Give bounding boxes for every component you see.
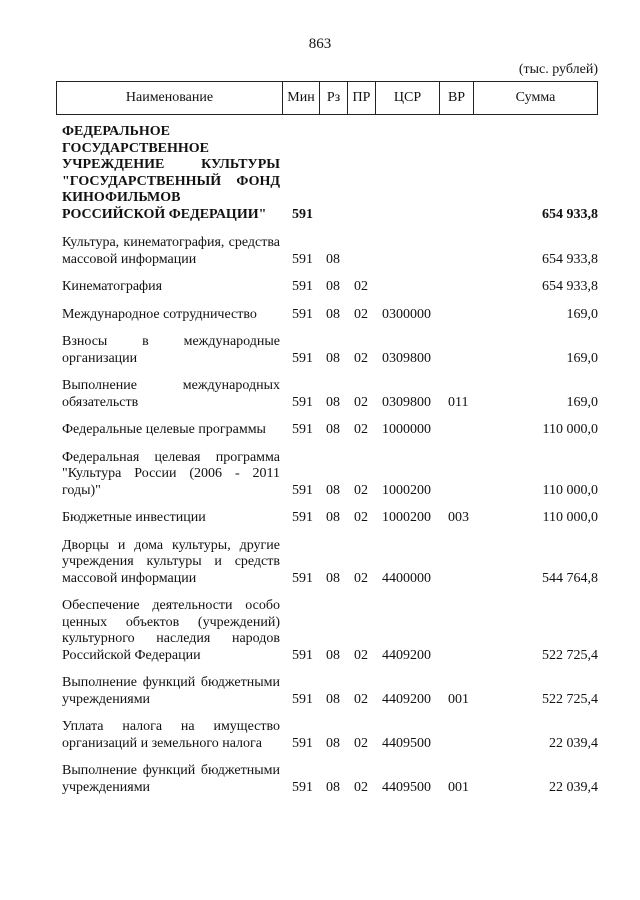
row-min: 591 (292, 482, 313, 498)
row-min: 591 (292, 279, 313, 294)
row-rz: 08 (326, 482, 340, 498)
row-min: 591 (292, 510, 313, 525)
row-min: 591 (292, 691, 313, 707)
row-name: Выполнение международных обязательств (62, 378, 280, 410)
row-rz: 08 (326, 350, 340, 366)
row-pr: 02 (354, 510, 368, 525)
row-sum: 22 039,4 (549, 779, 598, 795)
row-sum: 22 039,4 (549, 735, 598, 751)
row-min: 591 (292, 735, 313, 751)
row-csr: 1000200 (382, 510, 431, 525)
table-row (56, 675, 598, 708)
row-rz: 08 (326, 570, 340, 586)
row-rz: 08 (326, 691, 340, 707)
row-name: Дворцы и дома культуры, другие учреждения культуры и средств массовой информации (62, 537, 280, 586)
row-sum: 654 933,8 (542, 206, 598, 222)
row-csr: 4409500 (382, 735, 431, 751)
row-rz: 08 (326, 306, 340, 322)
row-min: 591 (292, 422, 313, 437)
row-pr: 02 (354, 735, 368, 751)
row-csr: 0309800 (382, 394, 431, 410)
header-vr: ВР (439, 82, 473, 114)
row-sum: 110 000,0 (542, 422, 598, 437)
units-label: (тыс. рублей) (518, 62, 598, 77)
row-rz: 08 (326, 394, 340, 410)
row-pr: 02 (354, 422, 368, 437)
row-min: 591 (292, 779, 313, 795)
row-name: Кинематография (62, 279, 163, 294)
row-sum: 654 933,8 (542, 279, 598, 294)
row-sum: 522 725,4 (542, 691, 598, 707)
row-sum: 522 725,4 (542, 647, 598, 663)
row-pr: 02 (354, 570, 368, 586)
table-row (56, 763, 598, 796)
header-min: Мин (282, 82, 319, 114)
table-row (56, 334, 598, 367)
row-pr: 02 (354, 691, 368, 707)
table-row (56, 307, 598, 324)
table-row (56, 422, 598, 439)
table-row (56, 279, 598, 296)
row-vr: 001 (448, 691, 469, 707)
table-row (56, 510, 598, 527)
row-sum: 544 764,8 (542, 570, 598, 586)
row-vr: 001 (448, 779, 469, 795)
table-row (56, 378, 598, 411)
row-name: ФЕДЕРАЛЬНОЕ ГОСУДАРСТВЕННОЕ УЧРЕЖДЕНИЕ КУЛЬТУРЫ "ГОСУДАРСТВЕННЫЙ ФОНД КИНОФИЛЬМОВ РОССИЙСКОЙ ФЕДЕРАЦИИ" (62, 124, 280, 222)
table-row (56, 598, 598, 664)
row-name: Международное сотрудничество (62, 306, 257, 322)
row-min: 591 (292, 251, 313, 267)
row-csr: 1000200 (382, 482, 431, 498)
row-name: Культура, кинематография, средства массовой информации (62, 235, 280, 267)
row-sum: 110 000,0 (542, 482, 598, 498)
row-name: Федеральные целевые программы (62, 422, 266, 437)
row-name: Выполнение функций бюджетными учреждениями (62, 675, 280, 707)
row-name: Взносы в международные организации (62, 334, 280, 366)
table-header (56, 81, 598, 115)
table-row (56, 235, 598, 268)
row-rz: 08 (326, 422, 340, 437)
row-pr: 02 (354, 779, 368, 795)
row-csr: 4409200 (382, 691, 431, 707)
row-rz: 08 (326, 735, 340, 751)
row-sum: 169,0 (566, 394, 598, 410)
table-row (56, 719, 598, 752)
header-csr: ЦСР (375, 82, 439, 114)
row-rz: 08 (326, 279, 340, 294)
row-pr: 02 (354, 482, 368, 498)
row-csr: 0309800 (382, 350, 431, 366)
row-csr: 0300000 (382, 306, 431, 322)
table-row (56, 538, 598, 588)
row-name: Выполнение функций бюджетными учреждениями (62, 763, 280, 795)
row-name: Бюджетные инвестиции (62, 510, 206, 525)
row-vr: 003 (448, 510, 469, 525)
row-rz: 08 (326, 647, 340, 663)
row-min: 591 (292, 206, 313, 222)
row-name: Обеспечение деятельности особо ценных объектов (учреждений) культурного наследия народов Российской Федерации (62, 598, 280, 663)
table-row (56, 450, 598, 500)
row-sum: 654 933,8 (542, 251, 598, 267)
row-vr: 011 (448, 394, 469, 410)
header-name: Наименование (125, 90, 214, 105)
row-sum: 110 000,0 (542, 510, 598, 525)
row-min: 591 (292, 647, 313, 663)
row-name: Федеральная целевая программа "Культура России (2006 - 2011 годы)" (62, 449, 280, 498)
header-pr: ПР (347, 82, 375, 114)
row-min: 591 (292, 394, 313, 410)
row-csr: 4409500 (382, 779, 431, 795)
row-rz: 08 (326, 510, 340, 525)
row-rz: 08 (326, 779, 340, 795)
row-csr: 4400000 (382, 570, 431, 586)
row-sum: 169,0 (566, 350, 598, 366)
page-number: 863 (308, 36, 332, 52)
row-min: 591 (292, 306, 313, 322)
row-sum: 169,0 (566, 306, 598, 322)
row-min: 591 (292, 570, 313, 586)
table-body (56, 124, 598, 796)
row-pr: 02 (354, 647, 368, 663)
row-min: 591 (292, 350, 313, 366)
header-rz: Рз (319, 82, 347, 114)
row-pr: 02 (354, 306, 368, 322)
row-pr: 02 (354, 394, 368, 410)
row-rz: 08 (326, 251, 340, 267)
row-pr: 02 (354, 350, 368, 366)
table-row (56, 124, 598, 223)
row-csr: 1000000 (382, 422, 431, 437)
row-csr: 4409200 (382, 647, 431, 663)
row-pr: 02 (354, 279, 368, 294)
row-name: Уплата налога на имущество организаций и земельного налога (62, 719, 280, 751)
header-sum: Сумма (473, 82, 597, 114)
